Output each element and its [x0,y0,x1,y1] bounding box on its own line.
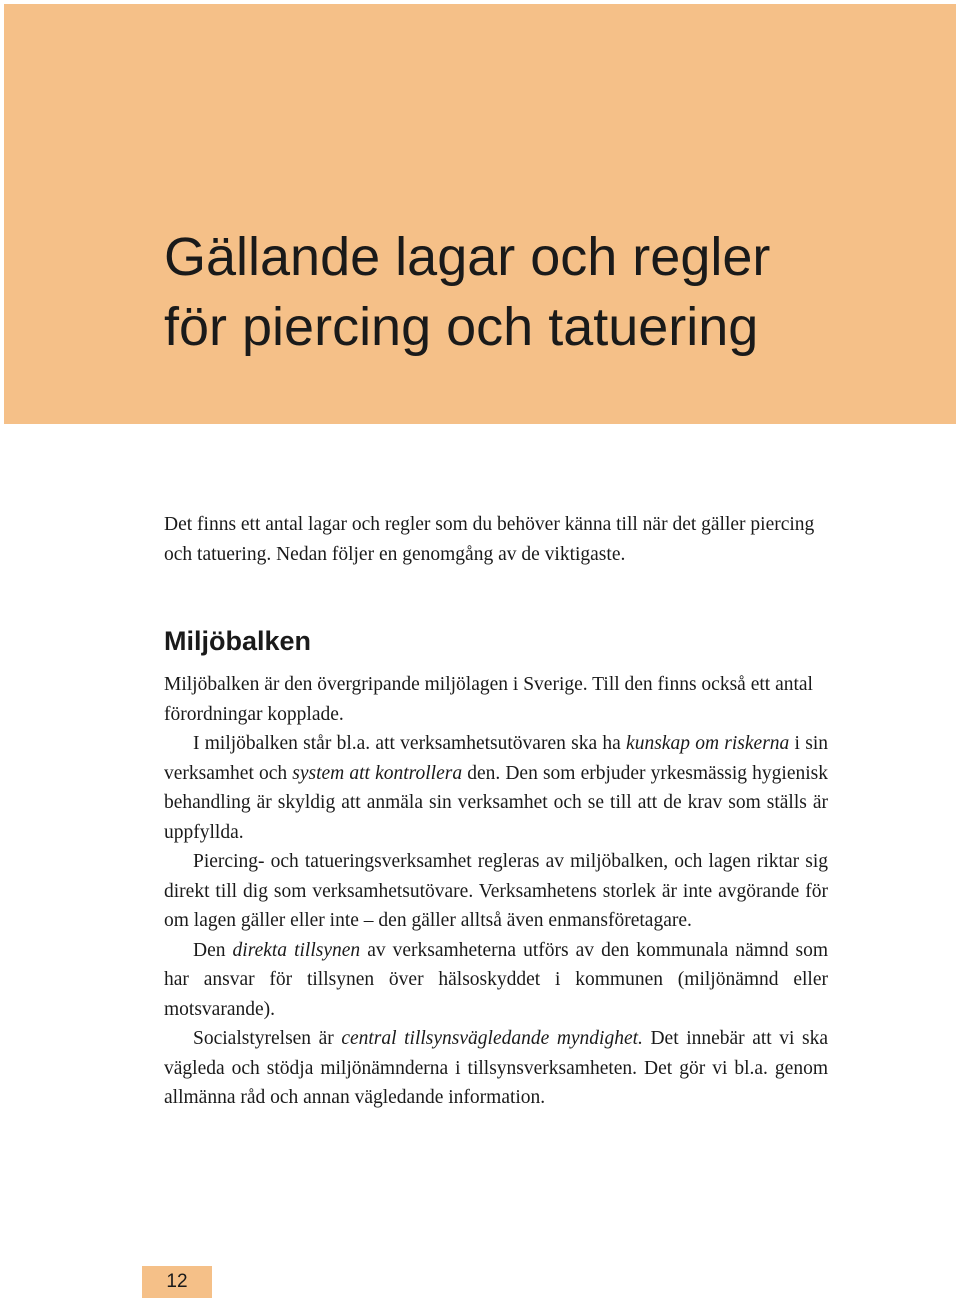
paragraph-4-text-a: Den [193,939,233,961]
page-title-line-2: för piercing och tatuering [164,297,759,357]
section-heading-miljobalken: Miljöbalken [164,626,312,656]
paragraph-3: Piercing- och tatueringsverksamhet regleras av miljöbalken, och lagen riktar sig direkt till dig som verksamhetsutövare. Verksamhetens storlek är inte avgörande för om lagen gäller eller inte – den gäller alltså även enmansföretagare. [164,851,828,931]
paragraph-5-text-a: Socialstyrelsen är [193,1028,342,1049]
body-content [164,510,828,1113]
paragraph-2-text-a: I miljöbalken står bl.a. att verksamhetsutövaren ska ha [193,733,627,754]
paragraph-5-text-b: Det innebär att vi ska vägleda och stödja miljönämnderna i tillsynsverksamheten. Det gör vi bl.a. genom allmänna råd och annan vägledande information. [164,1028,828,1108]
paragraph-5-emphasis: central tillsynsvägledande myndighet. [341,1028,643,1049]
paragraph-2-emphasis-2: system att kontrollera [292,762,463,784]
intro-paragraph: Det finns ett antal lagar och regler som du behöver känna till när det gäller piercing och tatuering. Nedan följer en genomgång av de viktigaste. [164,514,815,565]
paragraph-2 [164,729,828,847]
paragraph-5 [164,1024,828,1113]
paragraph-4-text-b: av verksamheterna utförs av den kommunala nämnd som har ansvar för tillsynen över hälsoskyddet i kommunen (miljönämnd eller motsvarande). [164,939,828,1020]
page-number: 12 [142,1266,212,1298]
paragraph-2-text-c: den. Den som erbjuder yrkesmässig hygienisk behandling är skyldig att anmäla sin verksamhet och se till att de krav som ställs är uppfyllda. [164,762,828,843]
paragraph-2-emphasis-1: kunskap om riskerna [626,733,790,754]
paragraph-1: Miljöbalken är den övergripande miljölagen i Sverige. Till den finns också ett antal förordningar kopplade. [164,674,813,725]
paragraph-2-text-b: i sin verksamhet och [164,733,828,784]
paragraph-4-emphasis: direkta tillsynen [232,939,361,961]
paragraph-4 [164,936,828,1025]
page-title-line-1: Gällande lagar och regler [164,227,771,287]
page-title [164,222,770,362]
